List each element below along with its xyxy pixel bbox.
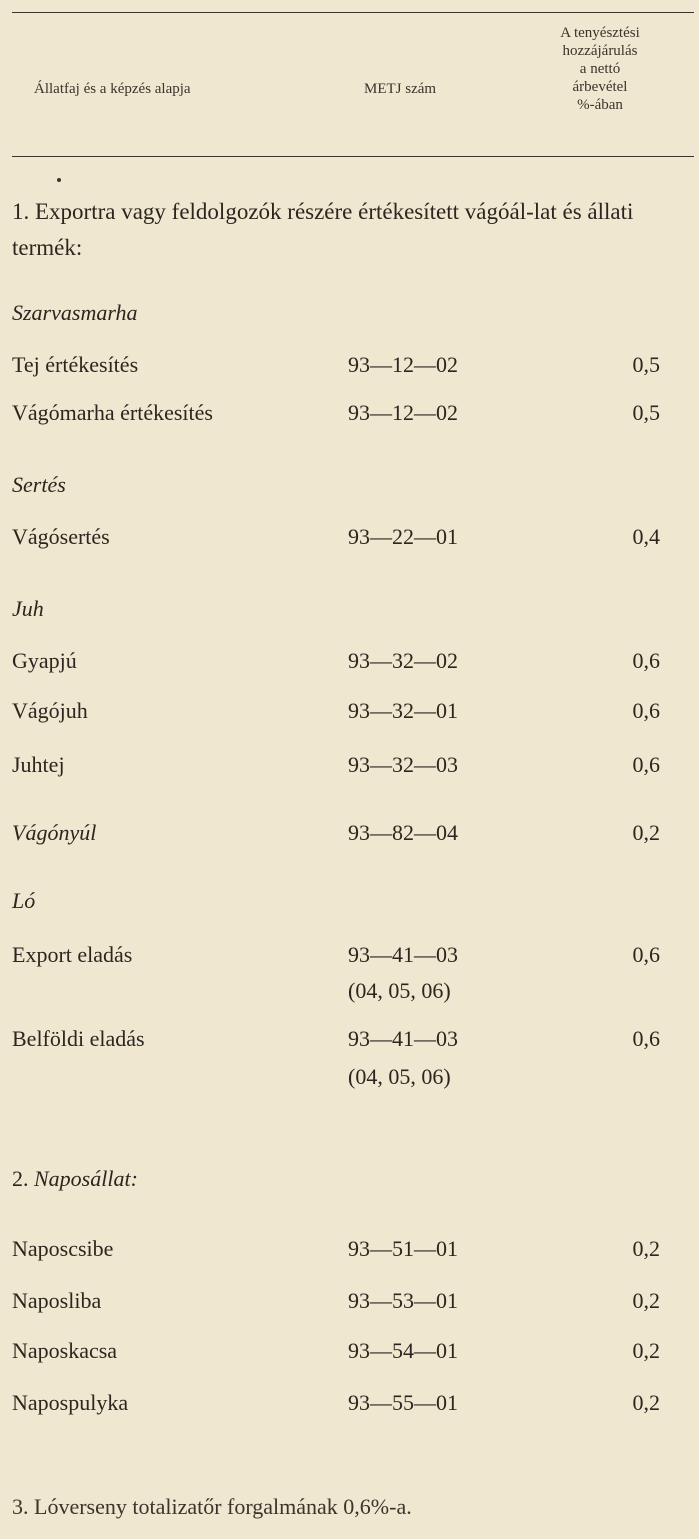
section2-label: Naposállat:: [34, 1166, 138, 1191]
header-col-metj: METJ szám: [364, 81, 437, 97]
row-code: 93—41—03: [348, 1026, 458, 1051]
row-pct: 0,2: [632, 1338, 660, 1363]
row-pct: 0,6: [632, 752, 660, 777]
row-code: 93—54—01: [348, 1338, 458, 1363]
row-pct: 0,6: [632, 1026, 660, 1051]
row-code: 93—53—01: [348, 1288, 458, 1313]
row-code: 93—55—01: [348, 1390, 458, 1415]
row-name: Naposkacsa: [12, 1338, 118, 1363]
category-sheep: Juh: [12, 596, 44, 621]
row-code: 93—82—04: [348, 820, 458, 845]
header-col3-line: %-ában: [577, 97, 623, 113]
row-code-sub: (04, 05, 06): [348, 978, 451, 1003]
row-pct: 0,2: [632, 1390, 660, 1415]
header-col-contribution: [530, 24, 670, 114]
section1-title: 1. Exportra vagy feldolgozók részére értékesített vágóál-lat és állati termék:: [12, 199, 634, 260]
row-name: Export eladás: [12, 942, 133, 967]
row-name: Belföldi eladás: [12, 1026, 145, 1051]
header-col3-line: a nettó: [579, 61, 621, 77]
header-col3-line: árbevétel: [572, 79, 628, 95]
row-code: 93—22—01: [348, 524, 458, 549]
row-name: Napospulyka: [12, 1390, 129, 1415]
row-name: Tej értékesítés: [12, 352, 139, 377]
row-pct: 0,6: [632, 942, 660, 967]
row-name: Vágómarha értékesítés: [12, 400, 213, 425]
row-pct: 0,2: [632, 1288, 660, 1313]
row-pct: 0,6: [632, 648, 660, 673]
row-code: 93—32—03: [348, 752, 458, 777]
section3-text: 3. Lóverseny totalizatőr forgalmának 0,6%-a.: [12, 1494, 412, 1519]
row-pct: 0,2: [632, 820, 660, 845]
row-name: Gyapjú: [12, 648, 77, 673]
bullet-dot: [57, 178, 61, 182]
row-code: 93—32—01: [348, 698, 458, 723]
header-bottom-rule: [12, 156, 694, 157]
header-col3-line: hozzájárulás: [562, 43, 638, 59]
category-rabbit-row: Vágónyúl: [12, 820, 97, 845]
row-pct: 0,4: [632, 524, 660, 549]
row-code-sub: (04, 05, 06): [348, 1064, 451, 1089]
row-code: 93—41—03: [348, 942, 458, 967]
section2-title: [12, 1166, 138, 1192]
row-code: 93—12—02: [348, 352, 458, 377]
row-pct: 0,5: [632, 352, 660, 377]
row-code: 93—32—02: [348, 648, 458, 673]
category-horse: Ló: [12, 888, 36, 913]
category-pig: Sertés: [12, 472, 66, 497]
row-name: Vágósertés: [12, 524, 110, 549]
row-name: Naposcsibe: [12, 1236, 114, 1261]
row-pct: 0,6: [632, 698, 660, 723]
row-pct: 0,2: [632, 1236, 660, 1261]
top-rule: [12, 12, 694, 13]
row-code: 93—51—01: [348, 1236, 458, 1261]
row-code: 93—12—02: [348, 400, 458, 425]
row-name: Juhtej: [12, 752, 65, 777]
row-name: Naposliba: [12, 1288, 102, 1313]
row-pct: 0,5: [632, 400, 660, 425]
header-col3-line: A tenyésztési: [560, 25, 640, 41]
row-name: Vágójuh: [12, 698, 88, 723]
category-cattle: Szarvasmarha: [12, 300, 138, 325]
section2-number: 2.: [12, 1166, 29, 1191]
header-col-animal: Állatfaj és a képzés alapja: [34, 81, 191, 97]
